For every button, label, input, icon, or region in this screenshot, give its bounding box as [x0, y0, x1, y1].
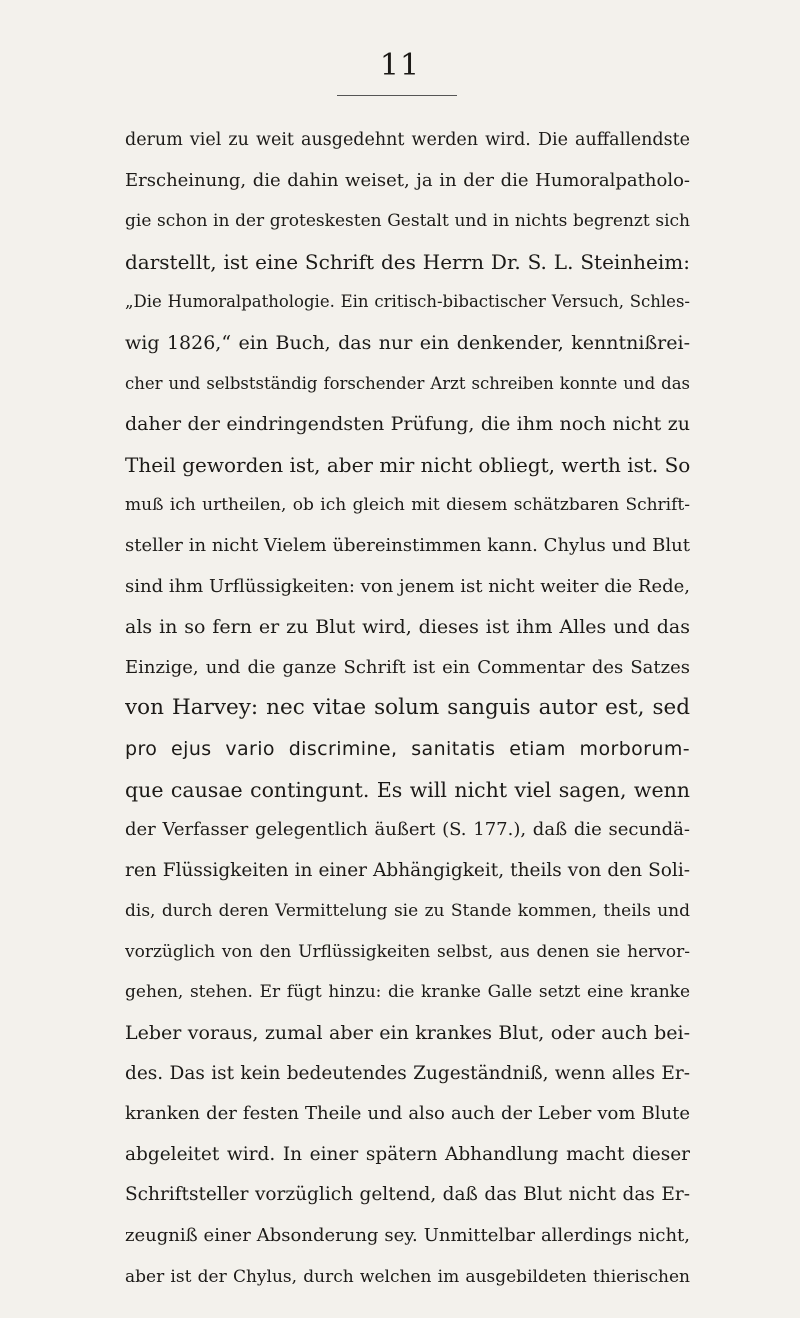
text-line: Leber voraus, zumal aber ein krankes Blut, oder auch bei-: [125, 1022, 690, 1045]
text-line: cher und selbstständig forschender Arzt schreiben konnte und das: [125, 373, 690, 393]
text-line: Einzige, und die ganze Schrift ist ein Commentar des Satzes: [125, 656, 690, 678]
text-line: Erscheinung, die dahin weiset, ja in der die Humoralpatholo-: [125, 169, 690, 191]
text-line: muß ich urtheilen, ob ich gleich mit diesem schätzbaren Schrift-: [125, 495, 690, 516]
text-line: des. Das ist kein bedeutendes Zugeständniß, wenn alles Er-: [125, 1062, 690, 1084]
text-line: der Verfasser gelegentlich äußert (S. 177.), daß die secundä-: [125, 819, 690, 841]
text-line: kranken der festen Theile und also auch der Leber vom Blute: [125, 1103, 690, 1125]
body-text: [125, 120, 690, 1297]
text-line: Schriftsteller vorzüglich geltend, daß das Blut nicht das Er-: [125, 1184, 690, 1206]
header-rule: [337, 95, 457, 96]
text-line: ren Flüssigkeiten in einer Abhängigkeit, theils von den Soli-: [125, 859, 690, 881]
text-line: abgeleitet wird. In einer spätern Abhandlung macht dieser: [125, 1143, 690, 1165]
text-line: steller in nicht Vielem übereinstimmen kann. Chylus und Blut: [125, 534, 690, 556]
page-number: 11: [379, 48, 421, 83]
text-line: von Harvey: nec vitae solum sanguis autor est, sed: [125, 695, 690, 721]
text-line: darstellt, ist eine Schrift des Herrn Dr. S. L. Steinheim:: [125, 249, 690, 274]
text-line: sind ihm Urflüssigkeiten: von jenem ist nicht weiter die Rede,: [125, 575, 690, 597]
text-line: als in so fern er zu Blut wird, dieses ist ihm Alles und das: [125, 616, 690, 639]
text-line: derum viel zu weit ausgedehnt werden wird. Die auffallendste: [125, 130, 690, 150]
text-line: vorzüglich von den Urflüssigkeiten selbst, aus denen sie hervor-: [125, 941, 690, 962]
text-line-latin: pro ejus vario discrimine, sanitatis etiam morborum-: [125, 737, 690, 760]
text-line: „Die Humoralpathologie. Ein critisch-bibactischer Versuch, Schles-: [125, 292, 690, 312]
text-line: gehen, stehen. Er fügt hinzu: die kranke Galle setzt eine kranke: [125, 982, 690, 1003]
text-line: zeugniß einer Absonderung sey. Unmittelbar allerdings nicht,: [125, 1225, 690, 1247]
text-line: gie schon in der groteskesten Gestalt und in nichts begrenzt sich: [125, 211, 690, 232]
text-line: que causae contingunt. Es will nicht viel sagen, wenn: [125, 777, 690, 802]
text-line: daher der eindringendsten Prüfung, die ihm noch nicht zu: [125, 413, 690, 436]
text-line: dis, durch deren Vermittelung sie zu Stande kommen, theils und: [125, 901, 690, 922]
text-line: wig 1826,“ ein Buch, das nur ein denkender, kenntnißrei-: [125, 331, 690, 354]
text-line: aber ist der Chylus, durch welchen im ausgebildeten thierischen: [125, 1266, 690, 1287]
text-line: Theil geworden ist, aber mir nicht obliegt, werth ist. So: [125, 452, 690, 477]
